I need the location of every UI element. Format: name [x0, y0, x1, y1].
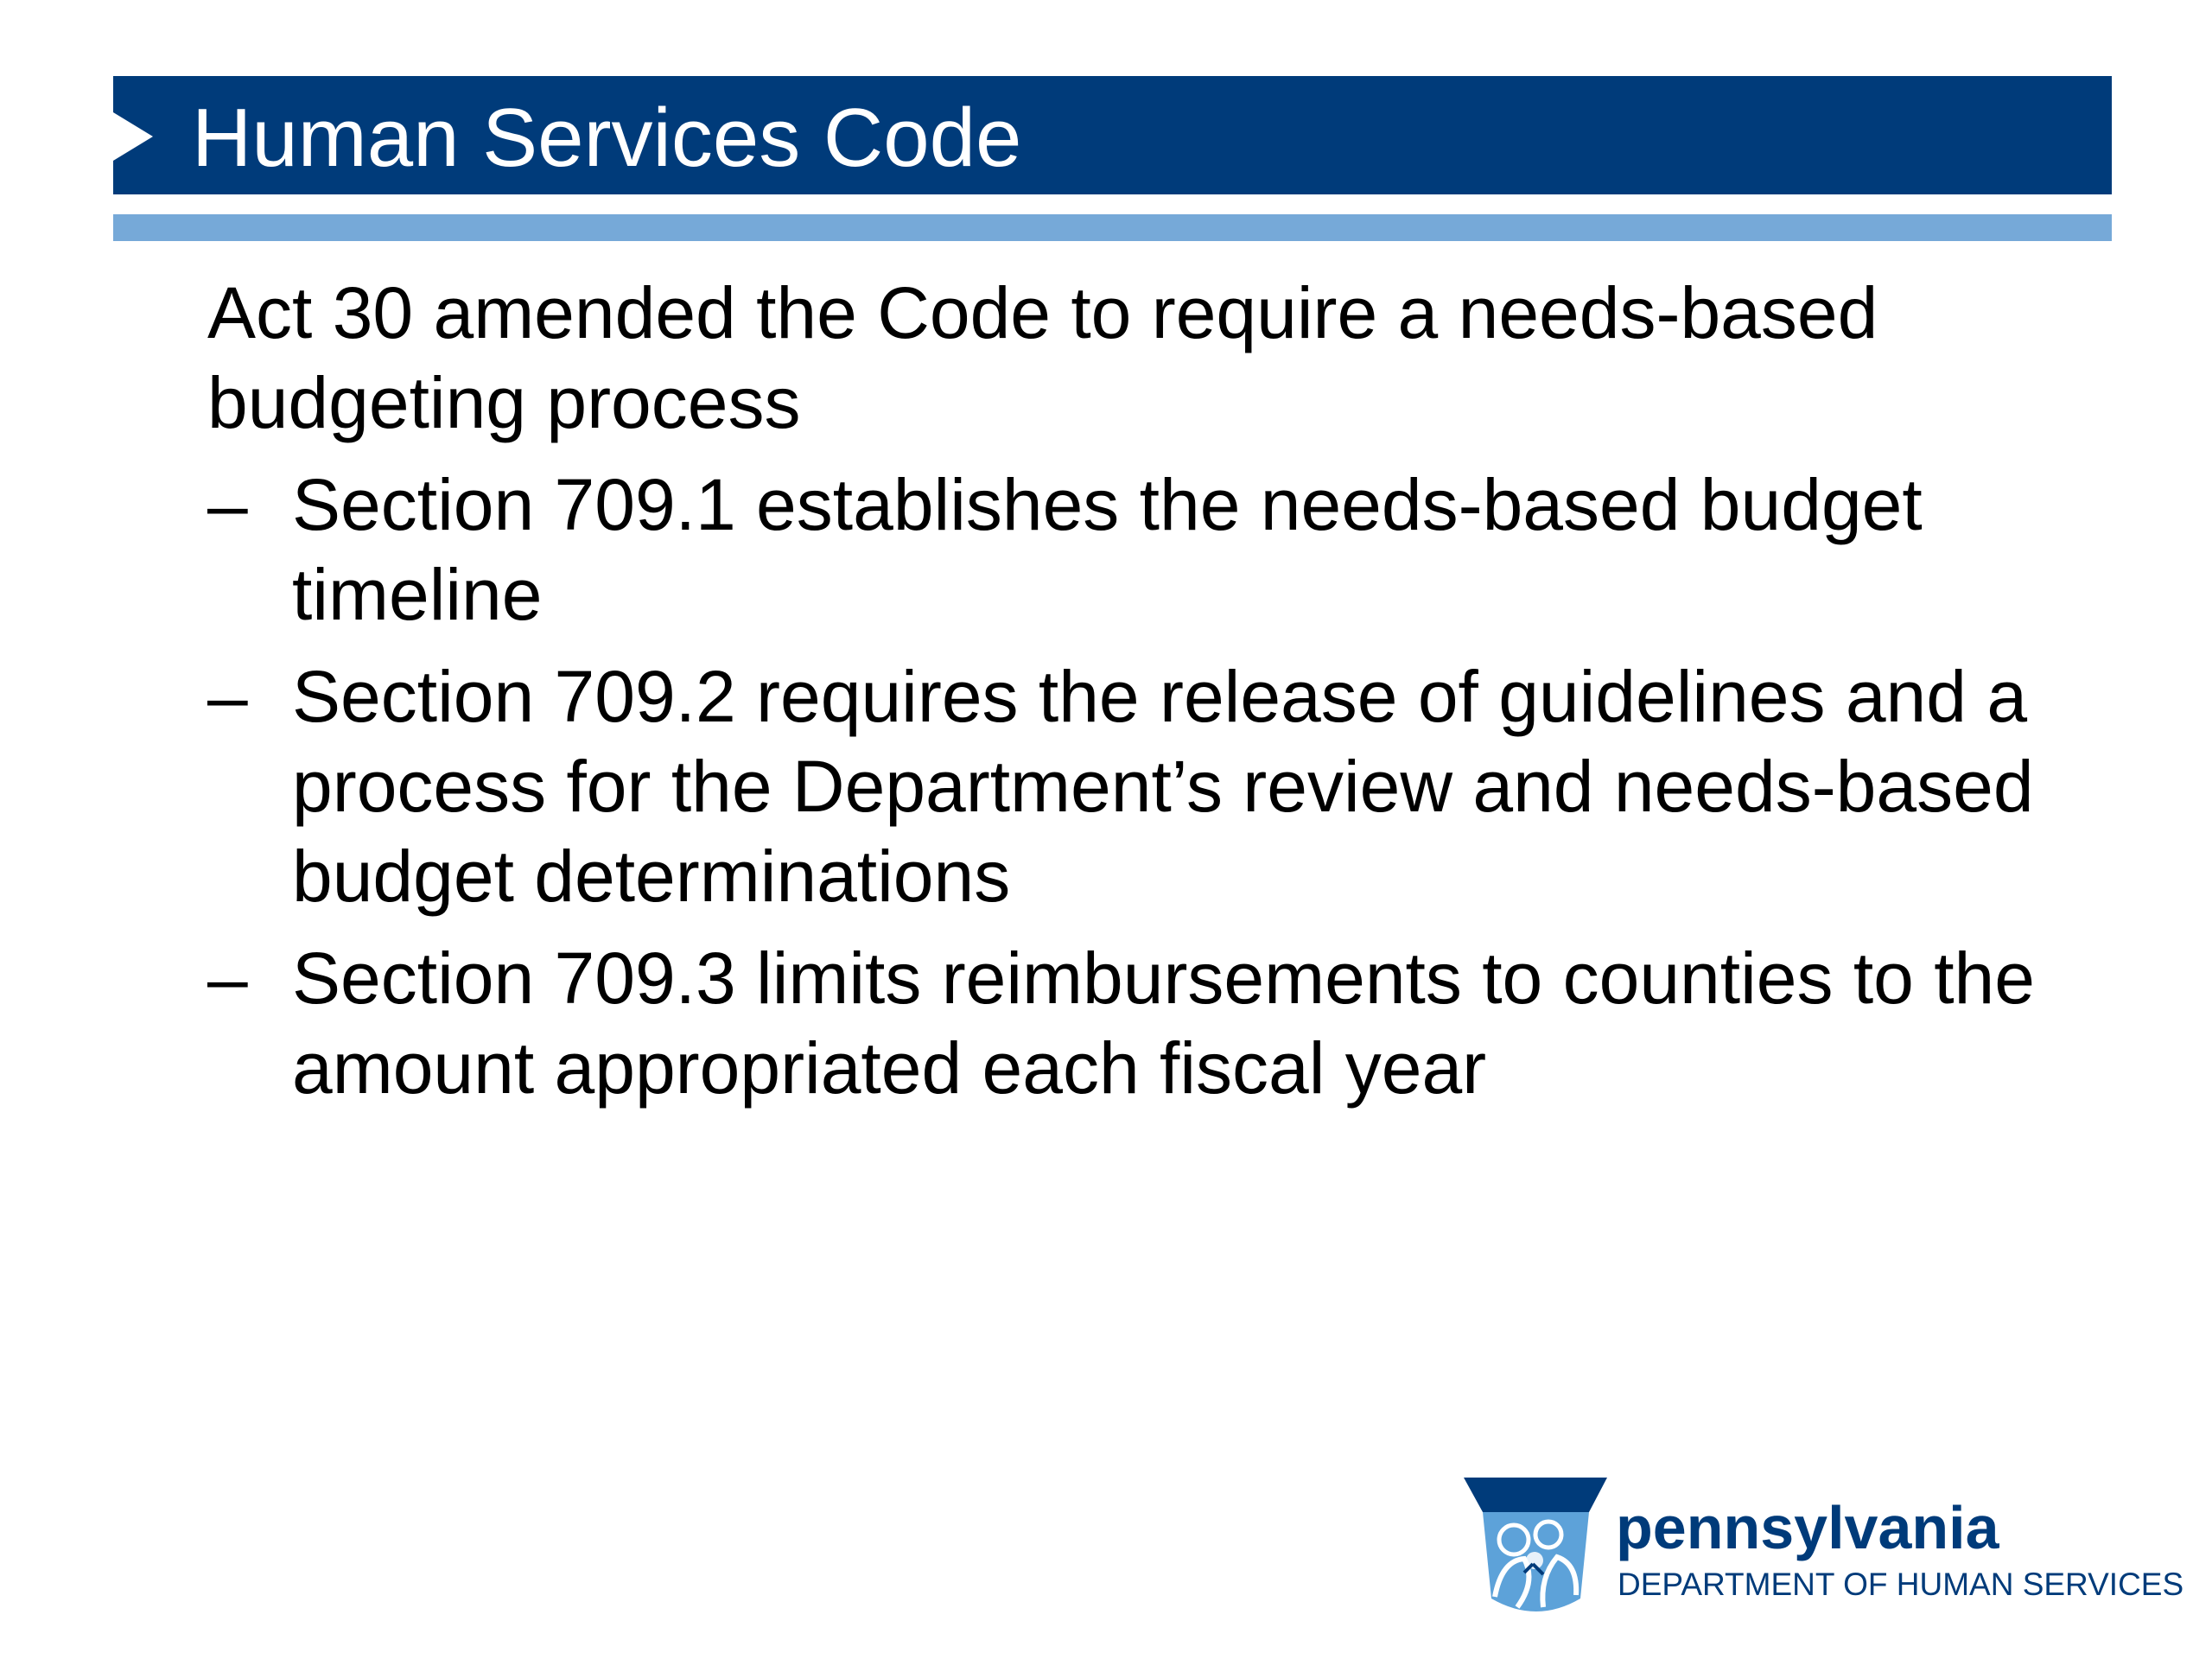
- bullet-text: Section 709.2 requires the release of guidelines and a process for the Department’s review and needs-based budget determinations: [292, 656, 2034, 917]
- logo-department: DEPARTMENT OF HUMAN SERVICES: [1618, 1567, 2184, 1602]
- list-item: [207, 460, 2039, 639]
- logo-wordmark: pennsylvania: [1616, 1494, 1999, 1561]
- bullet-text: Section 709.1 establishes the needs-based budget timeline: [292, 464, 1923, 635]
- bullet-text: Section 709.3 limits reimbursements to counties to the amount appropriated each fiscal year: [292, 938, 2035, 1109]
- lead-paragraph: Act 30 amended the Code to require a needs-based budgeting process: [207, 272, 1878, 443]
- bullet-list: [207, 460, 2039, 1113]
- list-item: [207, 652, 2039, 921]
- bullet-dash: –: [207, 656, 248, 737]
- dhs-logo: [1464, 1478, 2184, 1616]
- bullet-dash: –: [207, 938, 248, 1019]
- title-arrow-icon: [113, 112, 153, 161]
- keystone-family-icon: [1464, 1478, 1607, 1616]
- slide-title: Human Services Code: [192, 92, 1022, 184]
- accent-rule: [113, 214, 2112, 241]
- bullet-dash: –: [207, 464, 248, 545]
- slide-body: [207, 268, 2039, 1125]
- list-item: [207, 933, 2039, 1113]
